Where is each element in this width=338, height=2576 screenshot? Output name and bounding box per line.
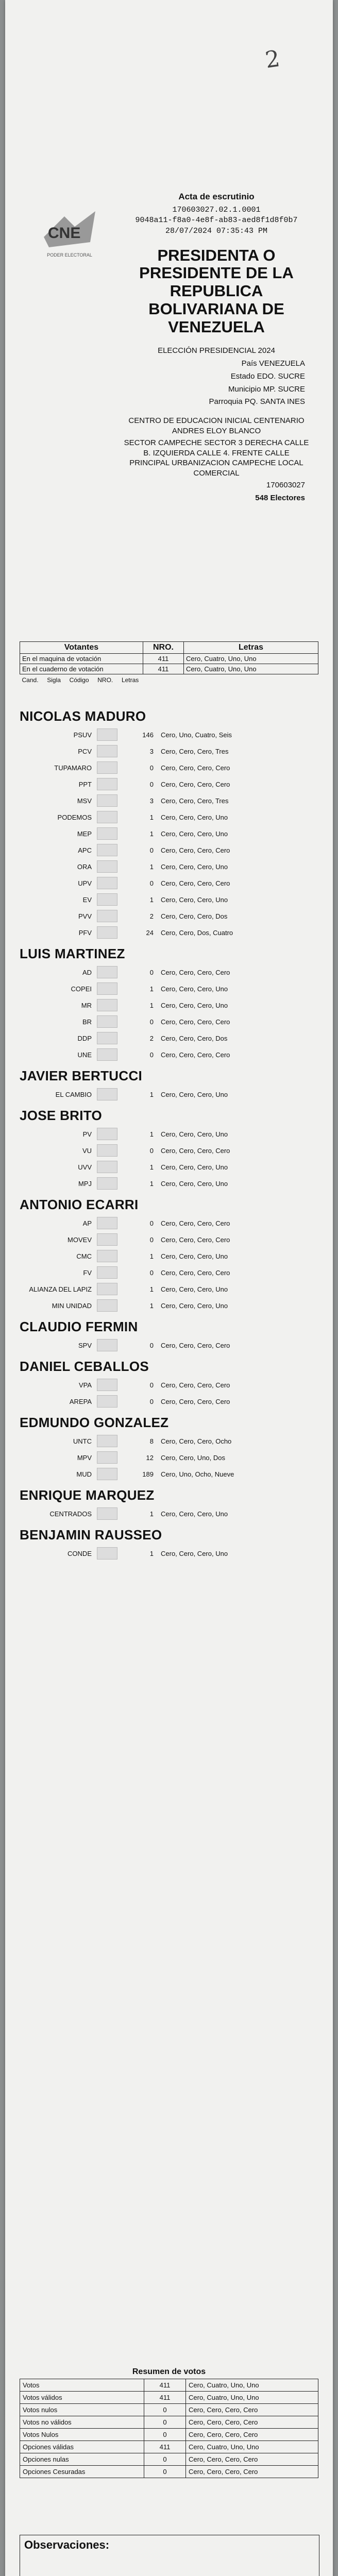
- vote-letters: Cero, Cero, Cero, Cero: [161, 1235, 230, 1244]
- party-logo-icon: [97, 827, 117, 840]
- party-sigla: SPV: [78, 1341, 92, 1349]
- vote-letters: Cero, Cero, Cero, Uno: [161, 1301, 228, 1310]
- table-row: Votos nulos 0 Cero, Cero, Cero, Cero: [20, 2404, 318, 2416]
- party-sigla: VU: [82, 1146, 92, 1155]
- table-row: [20, 891, 318, 908]
- vote-count: 0: [149, 879, 154, 887]
- party-logo-icon: [97, 1015, 117, 1028]
- party-logo-icon: [97, 926, 117, 939]
- party-logo-icon: [97, 893, 117, 906]
- party-sigla: TUPAMARO: [54, 764, 92, 772]
- table-row: [20, 1175, 318, 1192]
- party-sigla: EV: [82, 895, 92, 904]
- party-logo-icon: [97, 860, 117, 873]
- table-row: [20, 809, 318, 825]
- vote-letters: Cero, Cero, Cero, Uno: [161, 1090, 228, 1098]
- candidate-name: NICOLAS MADURO: [20, 708, 146, 724]
- vote-count: 0: [149, 1219, 154, 1227]
- col-votantes: Votantes: [20, 642, 143, 654]
- table-row: [20, 1231, 318, 1248]
- vote-count: 1: [149, 985, 154, 993]
- vote-letters: Cero, Cero, Cero, Cero: [161, 1018, 230, 1026]
- vote-letters: Cero, Cero, Cero, Dos: [161, 1034, 228, 1042]
- vote-count: 0: [149, 1341, 154, 1349]
- table-row: [20, 1433, 318, 1449]
- vote-letters: Cero, Cero, Cero, Uno: [161, 813, 228, 821]
- vote-letters: Cero, Cero, Cero, Uno: [161, 1179, 228, 1188]
- table-row: [20, 1505, 318, 1522]
- vote-letters: Cero, Cero, Cero, Tres: [161, 796, 229, 805]
- candidate-name: EDMUNDO GONZALEZ: [20, 1415, 169, 1430]
- table-row: [20, 842, 318, 858]
- party-sigla: UPV: [78, 879, 92, 887]
- party-logo-icon: [97, 1339, 117, 1351]
- handwritten-mark: 2: [263, 45, 282, 74]
- vote-count: 0: [149, 1235, 154, 1244]
- vote-letters: Cero, Cero, Cero, Dos: [161, 912, 228, 920]
- party-sigla: PPT: [78, 780, 92, 788]
- party-sigla: VPA: [78, 1381, 92, 1389]
- vote-count: 0: [149, 1018, 154, 1026]
- table-row: [20, 1393, 318, 1410]
- party-logo-icon: [97, 1032, 117, 1044]
- party-logo-icon: [97, 1217, 117, 1229]
- table-row: [20, 1086, 318, 1103]
- table-row: [20, 875, 318, 891]
- candidate-name: LUIS MARTINEZ: [20, 946, 125, 961]
- party-sigla: MIN UNIDAD: [52, 1301, 92, 1310]
- party-sigla: MPV: [77, 1453, 92, 1462]
- table-row: [20, 1297, 318, 1314]
- party-logo-icon: [97, 778, 117, 790]
- party-sigla: DDP: [77, 1034, 92, 1042]
- table-row: Votos válidos 411 Cero, Cuatro, Uno, Uno: [20, 2392, 318, 2404]
- sub-header-row: Cand. Sigla Código NRO. Letras: [22, 676, 139, 684]
- party-sigla: UNTC: [73, 1437, 92, 1445]
- vote-letters: Cero, Cero, Uno, Dos: [161, 1453, 225, 1462]
- table-row: [20, 858, 318, 875]
- candidate-name: JOSE BRITO: [20, 1108, 103, 1123]
- candidate-name: ENRIQUE MARQUEZ: [20, 1487, 155, 1503]
- vote-letters: Cero, Cero, Cero, Uno: [161, 985, 228, 993]
- party-sigla: PODEMOS: [57, 813, 92, 821]
- codigo: 170603027: [266, 481, 305, 490]
- party-sigla: MR: [81, 1001, 92, 1009]
- party-sigla: APC: [78, 846, 92, 854]
- party-sigla: CONDE: [67, 1549, 92, 1557]
- party-logo-icon: [97, 999, 117, 1011]
- table-row: [20, 726, 318, 743]
- party-sigla: MOVEV: [67, 1235, 92, 1244]
- party-sigla: PV: [82, 1130, 92, 1138]
- vote-count: 1: [149, 829, 154, 838]
- table-row: [20, 1545, 318, 1562]
- sector: SECTOR CAMPECHE SECTOR 3 DERECHA CALLE B. IZQUIERDA CALLE 4. FRENTE CALLE PRINCIPAL URBANIZACION CAMPECHE LOCAL COMERCIAL: [124, 438, 309, 478]
- vote-letters: Cero, Cero, Cero, Uno: [161, 1510, 228, 1518]
- party-sigla: PCV: [78, 747, 92, 755]
- resumen-title: Resumen de votos: [132, 2367, 206, 2376]
- party-sigla: ALIANZA DEL LAPIZ: [29, 1285, 92, 1293]
- table-row: [20, 1142, 318, 1159]
- vote-count: 24: [146, 928, 154, 937]
- party-logo-icon: [97, 1451, 117, 1464]
- vote-letters: Cero, Cero, Cero, Cero: [161, 780, 230, 788]
- vote-count: 3: [149, 796, 154, 805]
- party-sigla: MPJ: [78, 1179, 92, 1188]
- vote-letters: Cero, Cero, Cero, Uno: [161, 1163, 228, 1171]
- vote-letters: Cero, Cero, Cero, Cero: [161, 1146, 230, 1155]
- table-row: [20, 924, 318, 941]
- table-row: [20, 908, 318, 924]
- vote-letters: Cero, Cero, Cero, Cero: [161, 1381, 230, 1389]
- party-logo-icon: [97, 811, 117, 823]
- party-logo-icon: [97, 1379, 117, 1391]
- vote-count: 0: [149, 1268, 154, 1277]
- party-logo-icon: [97, 745, 117, 757]
- party-logo-icon: [97, 1266, 117, 1279]
- party-logo-icon: [97, 1088, 117, 1100]
- table-row: Votos Nulos 0 Cero, Cero, Cero, Cero: [20, 2429, 318, 2441]
- vote-count: 2: [149, 1034, 154, 1042]
- vote-count: 1: [149, 1179, 154, 1188]
- acta-number: 170603027.02.1.0001: [172, 206, 261, 214]
- table-row: [20, 1248, 318, 1264]
- party-sigla: COPEI: [71, 985, 92, 993]
- vote-letters: Cero, Cero, Cero, Cero: [161, 1397, 230, 1405]
- party-sigla: PSUV: [73, 731, 92, 739]
- table-row: [20, 1159, 318, 1175]
- col-letras: Letras: [184, 642, 318, 654]
- party-logo-icon: [97, 1283, 117, 1295]
- vote-count: 0: [149, 764, 154, 772]
- vote-letters: Cero, Cero, Cero, Cero: [161, 764, 230, 772]
- party-logo-icon: [97, 1048, 117, 1061]
- estado: Estado EDO. SUCRE: [230, 371, 305, 381]
- acta-paper: [5, 0, 333, 2576]
- vote-letters: Cero, Cero, Cero, Tres: [161, 747, 229, 755]
- party-logo-icon: [97, 1395, 117, 1408]
- party-sigla: EL CAMBIO: [55, 1090, 92, 1098]
- party-sigla: CENTRADOS: [49, 1510, 92, 1518]
- candidate-name: JAVIER BERTUCCI: [20, 1068, 143, 1083]
- col-nro: NRO.: [143, 642, 184, 654]
- observaciones-box: [20, 2535, 319, 2576]
- table-row: [20, 743, 318, 759]
- vote-count: 0: [149, 968, 154, 976]
- vote-letters: Cero, Cero, Cero, Uno: [161, 1549, 228, 1557]
- party-logo-icon: [97, 1468, 117, 1480]
- party-logo-icon: [97, 966, 117, 978]
- table-row: [20, 1215, 318, 1231]
- vote-count: 1: [149, 1163, 154, 1171]
- vote-count: 1: [149, 1090, 154, 1098]
- vote-letters: Cero, Cero, Cero, Cero: [161, 1050, 230, 1059]
- vote-count: 1: [149, 813, 154, 821]
- table-row: [20, 964, 318, 980]
- municipio: Municipio MP. SUCRE: [228, 384, 305, 394]
- party-logo-icon: [97, 1435, 117, 1447]
- resumen-table: [20, 2379, 318, 2478]
- table-row: [20, 1281, 318, 1297]
- vote-letters: Cero, Cero, Cero, Uno: [161, 1001, 228, 1009]
- table-row: [20, 1126, 318, 1142]
- table-row: [20, 997, 318, 1013]
- parroquia: Parroquia PQ. SANTA INES: [209, 397, 305, 406]
- table-row: [20, 792, 318, 809]
- party-sigla: UNE: [77, 1050, 92, 1059]
- party-logo-icon: [97, 1299, 117, 1312]
- table-row: [20, 1466, 318, 1482]
- vote-letters: Cero, Uno, Ocho, Nueve: [161, 1470, 234, 1478]
- vote-letters: Cero, Cero, Cero, Uno: [161, 1252, 228, 1260]
- vote-letters: Cero, Cero, Cero, Uno: [161, 829, 228, 838]
- table-row: Opciones nulas 0 Cero, Cero, Cero, Cero: [20, 2453, 318, 2466]
- party-sigla: ORA: [77, 862, 92, 871]
- party-sigla: CMC: [76, 1252, 92, 1260]
- party-logo-icon: [97, 1177, 117, 1190]
- party-sigla: AP: [82, 1219, 92, 1227]
- vote-count: 1: [149, 862, 154, 871]
- centro: CENTRO DE EDUCACION INICIAL CENTENARIO ANDRES ELOY BLANCO: [128, 416, 305, 435]
- vote-count: 1: [149, 1001, 154, 1009]
- vote-letters: Cero, Cero, Cero, Uno: [161, 862, 228, 871]
- party-logo-icon: [97, 1144, 117, 1157]
- vote-count: 0: [149, 846, 154, 854]
- party-logo-icon: [97, 794, 117, 807]
- table-row: Opciones válidas 411 Cero, Cuatro, Uno, Uno: [20, 2441, 318, 2453]
- party-sigla: AREPA: [69, 1397, 92, 1405]
- party-sigla: PFV: [78, 928, 92, 937]
- vote-count: 1: [149, 1285, 154, 1293]
- table-row: [20, 1377, 318, 1393]
- vote-count: 1: [149, 1549, 154, 1557]
- acta-header: [124, 192, 309, 505]
- vote-letters: Cero, Cero, Cero, Cero: [161, 1341, 230, 1349]
- party-logo-icon: [97, 1547, 117, 1560]
- table-row: En el cuaderno de votación 411 Cero, Cuatro, Uno, Uno: [20, 664, 318, 674]
- vote-count: 3: [149, 747, 154, 755]
- logo-caption: PODER ELECTORAL: [47, 252, 92, 258]
- cne-logo-icon: [33, 206, 106, 263]
- vote-count: 0: [149, 1381, 154, 1389]
- vote-count: 1: [149, 1510, 154, 1518]
- candidate-name: DANIEL CEBALLOS: [20, 1359, 149, 1374]
- vote-letters: Cero, Cero, Cero, Cero: [161, 968, 230, 976]
- table-row: [20, 825, 318, 842]
- candidate-name: BENJAMIN RAUSSEO: [20, 1527, 162, 1543]
- pais: País VENEZUELA: [241, 359, 305, 368]
- party-logo-icon: [97, 844, 117, 856]
- party-logo-icon: [97, 982, 117, 995]
- vote-letters: Cero, Cero, Dos, Cuatro: [161, 928, 233, 937]
- table-row: [20, 1264, 318, 1281]
- table-row: [20, 1337, 318, 1353]
- acta-label: Acta de escrutinio: [178, 192, 255, 201]
- vote-count: 189: [142, 1470, 154, 1478]
- vote-count: 1: [149, 1252, 154, 1260]
- svg-text:CNE: CNE: [48, 225, 81, 242]
- resumen-votos: [20, 2367, 318, 2478]
- eleccion: ELECCIÓN PRESIDENCIAL 2024: [158, 346, 275, 355]
- observaciones-label: Observaciones:: [24, 2538, 110, 2551]
- candidate-name: CLAUDIO FERMIN: [20, 1319, 138, 1334]
- party-logo-icon: [97, 1128, 117, 1140]
- vote-letters: Cero, Cero, Cero, Uno: [161, 1130, 228, 1138]
- acta-datetime: 28/07/2024 07:35:43 PM: [165, 226, 268, 235]
- vote-count: 8: [149, 1437, 154, 1445]
- vote-count: 146: [142, 731, 154, 739]
- table-row: [20, 759, 318, 776]
- vote-count: 12: [146, 1453, 154, 1462]
- table-row: En el maquina de votación 411 Cero, Cuatro, Uno, Uno: [20, 654, 318, 664]
- table-row: [20, 980, 318, 997]
- table-row: [20, 1030, 318, 1046]
- vote-count: 0: [149, 1050, 154, 1059]
- vote-letters: Cero, Cero, Cero, Uno: [161, 1285, 228, 1293]
- vote-count: 0: [149, 1397, 154, 1405]
- party-logo-icon: [97, 877, 117, 889]
- party-sigla: MSV: [77, 796, 92, 805]
- party-sigla: FV: [83, 1268, 92, 1277]
- vote-count: 0: [149, 780, 154, 788]
- vote-count: 1: [149, 1301, 154, 1310]
- party-logo-icon: [97, 1233, 117, 1246]
- votantes-table: [20, 641, 318, 685]
- table-row: [20, 1046, 318, 1063]
- table-row: [20, 1449, 318, 1466]
- party-logo-icon: [97, 728, 117, 741]
- table-row: Votos 411 Cero, Cuatro, Uno, Uno: [20, 2379, 318, 2392]
- party-sigla: AD: [82, 968, 92, 976]
- party-sigla: MUD: [76, 1470, 92, 1478]
- party-logo-icon: [97, 910, 117, 922]
- vote-count: 0: [149, 1146, 154, 1155]
- candidate-name: ANTONIO ECARRI: [20, 1197, 139, 1212]
- vote-count: 1: [149, 895, 154, 904]
- vote-letters: Cero, Uno, Cuatro, Seis: [161, 731, 232, 739]
- party-logo-icon: [97, 1161, 117, 1173]
- page-title: PRESIDENTA O PRESIDENTE DE LA REPUBLICA BOLIVARIANA DE VENEZUELA: [139, 246, 294, 336]
- electores: 548 Electores: [255, 493, 305, 502]
- table-row: Opciones Cesuradas 0 Cero, Cero, Cero, Cero: [20, 2466, 318, 2478]
- party-sigla: BR: [82, 1018, 92, 1026]
- vote-letters: Cero, Cero, Cero, Ocho: [161, 1437, 232, 1445]
- table-row: Votos no válidos 0 Cero, Cero, Cero, Cero: [20, 2416, 318, 2429]
- vote-count: 1: [149, 1130, 154, 1138]
- table-row: [20, 776, 318, 792]
- candidates-list: [20, 703, 318, 1562]
- vote-letters: Cero, Cero, Cero, Cero: [161, 846, 230, 854]
- party-logo-icon: [97, 1250, 117, 1262]
- party-sigla: MEP: [77, 829, 92, 838]
- table-row: [20, 1013, 318, 1030]
- party-sigla: UVV: [78, 1163, 92, 1171]
- vote-letters: Cero, Cero, Cero, Cero: [161, 879, 230, 887]
- party-logo-icon: [97, 1507, 117, 1520]
- party-logo-icon: [97, 761, 117, 774]
- vote-count: 2: [149, 912, 154, 920]
- vote-letters: Cero, Cero, Cero, Cero: [161, 1219, 230, 1227]
- vote-letters: Cero, Cero, Cero, Cero: [161, 1268, 230, 1277]
- vote-letters: Cero, Cero, Cero, Uno: [161, 895, 228, 904]
- party-sigla: PVV: [78, 912, 92, 920]
- acta-hash: 9048a11-f8a0-4e8f-ab83-aed8f1d8f0b7: [135, 216, 298, 225]
